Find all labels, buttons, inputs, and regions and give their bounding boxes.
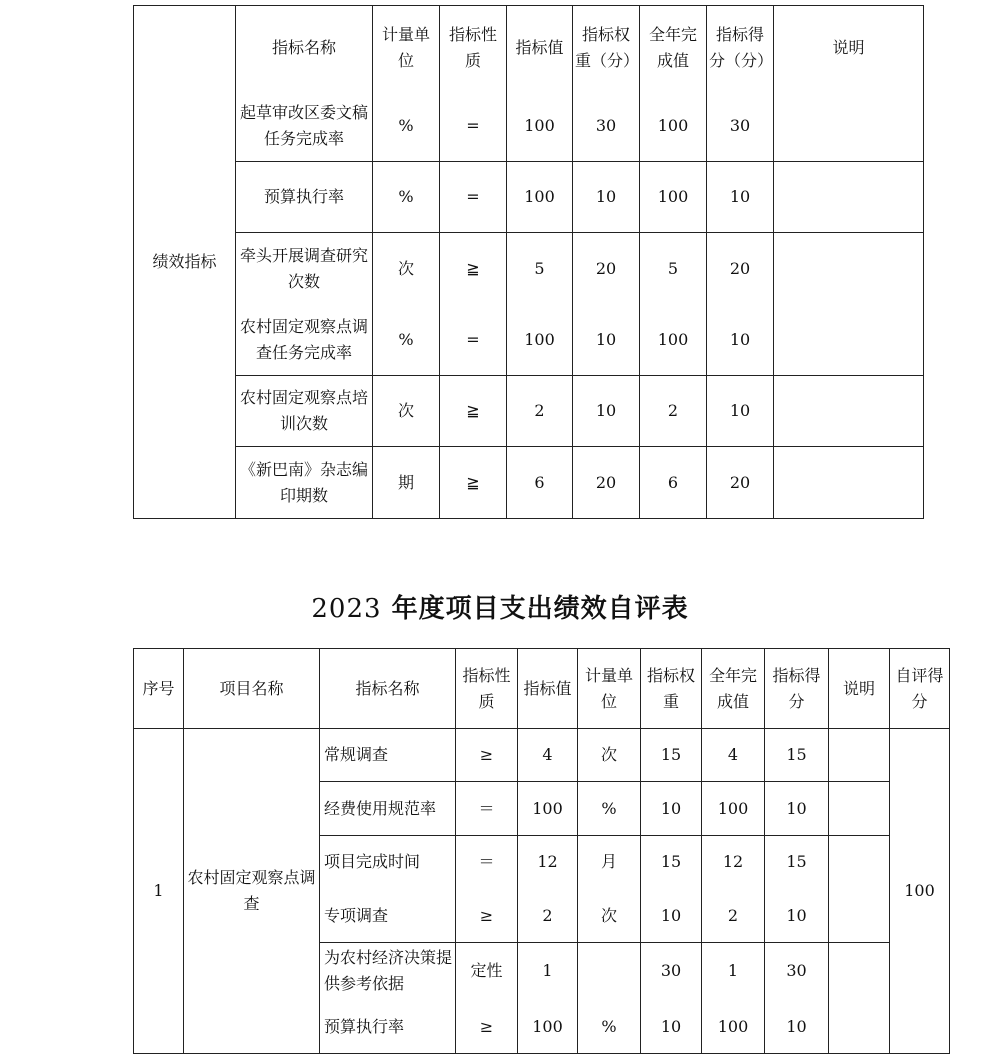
actual-value-cell: 100 — [640, 305, 707, 376]
header-cell: 指标得分 — [765, 649, 829, 729]
score-cell: 10 — [707, 376, 774, 447]
weight-cell: 10 — [641, 1000, 702, 1054]
header-cell: 计量单位 — [373, 6, 440, 91]
header-cell: 说明 — [829, 649, 890, 729]
actual-value-cell: 6 — [640, 447, 707, 519]
unit-cell: 次 — [578, 729, 641, 782]
weight-cell: 30 — [641, 943, 702, 1000]
target-value-cell: 100 — [507, 162, 573, 233]
actual-value-cell: 2 — [640, 376, 707, 447]
nature-cell: ≧ — [440, 376, 507, 447]
note-cell — [829, 782, 890, 836]
header-cell: 指标名称 — [236, 6, 373, 91]
title-year: 2023 — [311, 594, 382, 624]
target-value-cell: 1 — [518, 943, 578, 1000]
nature-cell: ≧ — [440, 447, 507, 519]
nature-cell: ≥ — [456, 729, 518, 782]
actual-value-cell: 12 — [702, 836, 765, 889]
target-value-cell: 2 — [507, 376, 573, 447]
header-cell: 指标权重（分） — [573, 6, 640, 91]
unit-cell — [578, 943, 641, 1000]
note-cell — [774, 233, 924, 305]
score-cell: 20 — [707, 447, 774, 519]
weight-cell: 10 — [573, 305, 640, 376]
note-cell — [774, 162, 924, 233]
note-cell — [774, 305, 924, 376]
indicator-name: 项目完成时间 — [320, 836, 456, 889]
note-cell — [829, 1000, 890, 1054]
unit-cell: % — [373, 305, 440, 376]
score-cell: 10 — [765, 782, 829, 836]
nature-cell: 定性 — [456, 943, 518, 1000]
weight-cell: 10 — [641, 782, 702, 836]
title-text: 年度项目支出绩效自评表 — [381, 594, 689, 624]
score-cell: 10 — [707, 162, 774, 233]
target-value-cell: 100 — [518, 782, 578, 836]
note-cell — [829, 943, 890, 1000]
unit-cell: 月 — [578, 836, 641, 889]
header-cell: 指标得分（分） — [707, 6, 774, 91]
table-row — [134, 305, 924, 376]
note-cell — [829, 836, 890, 889]
weight-cell: 10 — [641, 889, 702, 943]
unit-cell: % — [373, 162, 440, 233]
indicator-table-top — [133, 5, 924, 519]
project-performance-table — [133, 648, 950, 1054]
score-cell: 15 — [765, 729, 829, 782]
note-cell — [829, 889, 890, 943]
category-cell: 绩效指标 — [134, 6, 236, 519]
actual-value-cell: 1 — [702, 943, 765, 1000]
header-cell: 项目名称 — [184, 649, 320, 729]
target-value-cell: 100 — [507, 91, 573, 162]
actual-value-cell: 2 — [702, 889, 765, 943]
weight-cell: 30 — [573, 91, 640, 162]
nature-cell: ≥ — [456, 889, 518, 943]
index-cell: 1 — [134, 729, 184, 1054]
actual-value-cell: 5 — [640, 233, 707, 305]
self-score-cell: 100 — [890, 729, 950, 1054]
indicator-name: 预算执行率 — [236, 162, 373, 233]
table-row — [134, 447, 924, 519]
target-value-cell: 100 — [507, 305, 573, 376]
header-cell: 全年完成值 — [702, 649, 765, 729]
nature-cell: = — [440, 91, 507, 162]
score-cell: 30 — [765, 943, 829, 1000]
table-row — [134, 233, 924, 305]
score-cell: 10 — [765, 1000, 829, 1054]
table-row — [134, 91, 924, 162]
actual-value-cell: 4 — [702, 729, 765, 782]
target-value-cell: 100 — [518, 1000, 578, 1054]
header-cell: 全年完成值 — [640, 6, 707, 91]
nature-cell: ＝ — [456, 782, 518, 836]
actual-value-cell: 100 — [702, 782, 765, 836]
target-value-cell: 6 — [507, 447, 573, 519]
indicator-name: 预算执行率 — [320, 1000, 456, 1054]
header-cell: 指标名称 — [320, 649, 456, 729]
indicator-name: 专项调查 — [320, 889, 456, 943]
score-cell: 30 — [707, 91, 774, 162]
weight-cell: 20 — [573, 233, 640, 305]
header-cell: 自评得分 — [890, 649, 950, 729]
indicator-name: 农村固定观察点培训次数 — [236, 376, 373, 447]
table-row — [134, 729, 950, 782]
actual-value-cell: 100 — [640, 162, 707, 233]
indicator-name: 为农村经济决策提供参考依据 — [320, 943, 456, 1000]
note-cell — [774, 91, 924, 162]
weight-cell: 15 — [641, 836, 702, 889]
indicator-name: 经费使用规范率 — [320, 782, 456, 836]
header-cell: 指标性质 — [456, 649, 518, 729]
target-value-cell: 2 — [518, 889, 578, 943]
score-cell: 20 — [707, 233, 774, 305]
header-cell: 指标性质 — [440, 6, 507, 91]
unit-cell: 期 — [373, 447, 440, 519]
weight-cell: 10 — [573, 162, 640, 233]
target-value-cell: 4 — [518, 729, 578, 782]
unit-cell: % — [578, 1000, 641, 1054]
target-value-cell: 12 — [518, 836, 578, 889]
note-cell — [774, 376, 924, 447]
unit-cell: 次 — [373, 233, 440, 305]
weight-cell: 15 — [641, 729, 702, 782]
weight-cell: 10 — [573, 376, 640, 447]
table-row — [134, 376, 924, 447]
nature-cell: = — [440, 162, 507, 233]
indicator-name: 起草审改区委文稿任务完成率 — [236, 91, 373, 162]
nature-cell: ＝ — [456, 836, 518, 889]
target-value-cell: 5 — [507, 233, 573, 305]
indicator-name: 农村固定观察点调查任务完成率 — [236, 305, 373, 376]
indicator-name: 《新巴南》杂志编印期数 — [236, 447, 373, 519]
actual-value-cell: 100 — [640, 91, 707, 162]
header-cell: 计量单位 — [578, 649, 641, 729]
indicator-name: 牵头开展调查研究次数 — [236, 233, 373, 305]
header-cell: 指标权重 — [641, 649, 702, 729]
header-cell: 指标值 — [507, 6, 573, 91]
score-cell: 15 — [765, 836, 829, 889]
nature-cell: = — [440, 305, 507, 376]
nature-cell: ≥ — [456, 1000, 518, 1054]
indicator-name: 常规调查 — [320, 729, 456, 782]
header-cell: 序号 — [134, 649, 184, 729]
header-cell: 说明 — [774, 6, 924, 91]
unit-cell: 次 — [373, 376, 440, 447]
table-row — [134, 162, 924, 233]
note-cell — [774, 447, 924, 519]
page-title — [0, 588, 1000, 625]
score-cell: 10 — [707, 305, 774, 376]
project-name-cell: 农村固定观察点调查 — [184, 729, 320, 1054]
unit-cell: 次 — [578, 889, 641, 943]
nature-cell: ≧ — [440, 233, 507, 305]
unit-cell: % — [373, 91, 440, 162]
actual-value-cell: 100 — [702, 1000, 765, 1054]
unit-cell: % — [578, 782, 641, 836]
weight-cell: 20 — [573, 447, 640, 519]
score-cell: 10 — [765, 889, 829, 943]
note-cell — [829, 729, 890, 782]
header-cell: 指标值 — [518, 649, 578, 729]
